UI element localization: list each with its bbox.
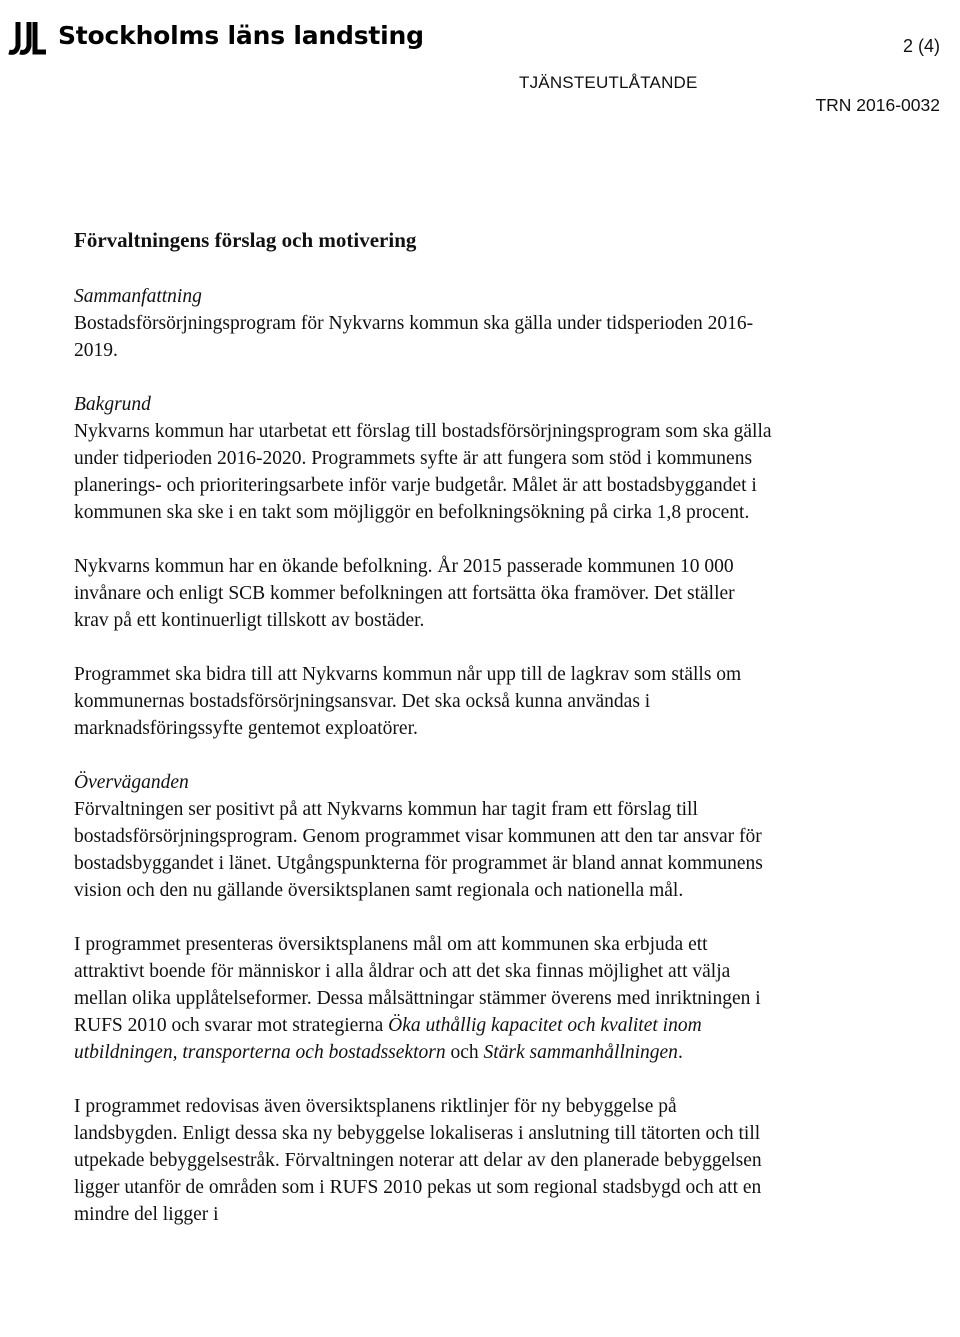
paragraph-text: I programmet presenteras översiktsplanens mål om att kommunen ska erbjuda ett attraktivt boende för människor i alla åldrar och att det ska finnas möjlighet att välja mellan olika upplåtelseformer. Dessa målsättningar stämmer överens med inriktningen i RUFS 2010 och svarar mot strategierna bbox=[74, 934, 761, 1036]
sammanfattning-section bbox=[74, 283, 774, 364]
sammanfattning-heading: Sammanfattning bbox=[74, 286, 202, 307]
paragraph-text: och bbox=[445, 1042, 484, 1063]
paragraph-text: . bbox=[677, 1042, 683, 1063]
section-title: Förvaltningens förslag och motivering bbox=[74, 228, 417, 252]
overvaganden-section bbox=[74, 769, 774, 904]
bakgrund-paragraph-3: Programmet ska bidra till att Nykvarns kommun når upp till de lagkrav som ställs om kommunernas bostadsförsörjningsansvar. Det ska också kunna användas i marknadsföringssyfte gentemot exploatörer. bbox=[74, 664, 742, 739]
document-type: TJÄNSTEUTLÅTANDE bbox=[519, 73, 698, 92]
overvaganden-heading: Överväganden bbox=[74, 772, 189, 793]
bakgrund-heading: Bakgrund bbox=[74, 394, 151, 415]
organization-name: Stockholms läns landsting bbox=[58, 21, 424, 50]
bakgrund-section bbox=[74, 391, 774, 526]
strategy-1: Öka uthållig kapacitet och kvalitet inom utbildningen, transporterna och bostadssektorn bbox=[74, 1015, 702, 1063]
bakgrund-paragraph-1: Nykvarns kommun har utarbetat ett förslag till bostadsförsörjningsprogram som ska gälla under tidperioden 2016-2020. Programmets syfte är att fungera som stöd i kommunens planerings- och prioriteringsarbete inför varje budgetår. Målet är att bostadsbyggandet i kommunen ska ske i en takt som möjliggör en befolkningsökning på cirka 1,8 procent. bbox=[74, 421, 772, 523]
overvaganden-paragraph-1: Förvaltningen ser positivt på att Nykvarns kommun har tagit fram ett förslag till bostadsförsörjningsprogram. Genom programmet visar kommunen att den tar ansvar för bostadsbyggandet i länet. Utgångspunkterna för programmet är bland annat kommunens vision och den nu gällande översiktsplanen samt regionala och nationella mål. bbox=[74, 799, 763, 901]
page-number: 2 (4) bbox=[902, 36, 940, 56]
sammanfattning-text: Bostadsförsörjningsprogram för Nykvarns kommun ska gälla under tidsperioden 2016-2019. bbox=[74, 313, 754, 361]
strategy-2: Stärk sammanhållningen bbox=[483, 1042, 678, 1063]
reference-number: TRN 2016-0032 bbox=[815, 95, 940, 115]
bakgrund-paragraph-2: Nykvarns kommun har en ökande befolkning. År 2015 passerade kommunen 10 000 invånare och enligt SCB kommer befolkningen att fortsätta öka framöver. Det ställer krav på ett kontinuerligt tillskott av bostäder. bbox=[74, 556, 735, 631]
sll-logo-icon bbox=[6, 18, 48, 58]
document-body bbox=[74, 227, 774, 1255]
overvaganden-paragraph-2 bbox=[74, 931, 774, 1066]
overvaganden-paragraph-3: I programmet redovisas även översiktsplanens riktlinjer för ny bebyggelse på landsbygden. Enligt dessa ska ny bebyggelse lokaliseras i anslutning till tätorten och till utpekade bebyggelsestråk. Förvaltningen noterar att delar av den planerade bebyggelsen ligger utanför de områden som i RUFS 2010 pekas ut som regional stadsbygd och att en mindre del ligger i bbox=[74, 1096, 762, 1225]
